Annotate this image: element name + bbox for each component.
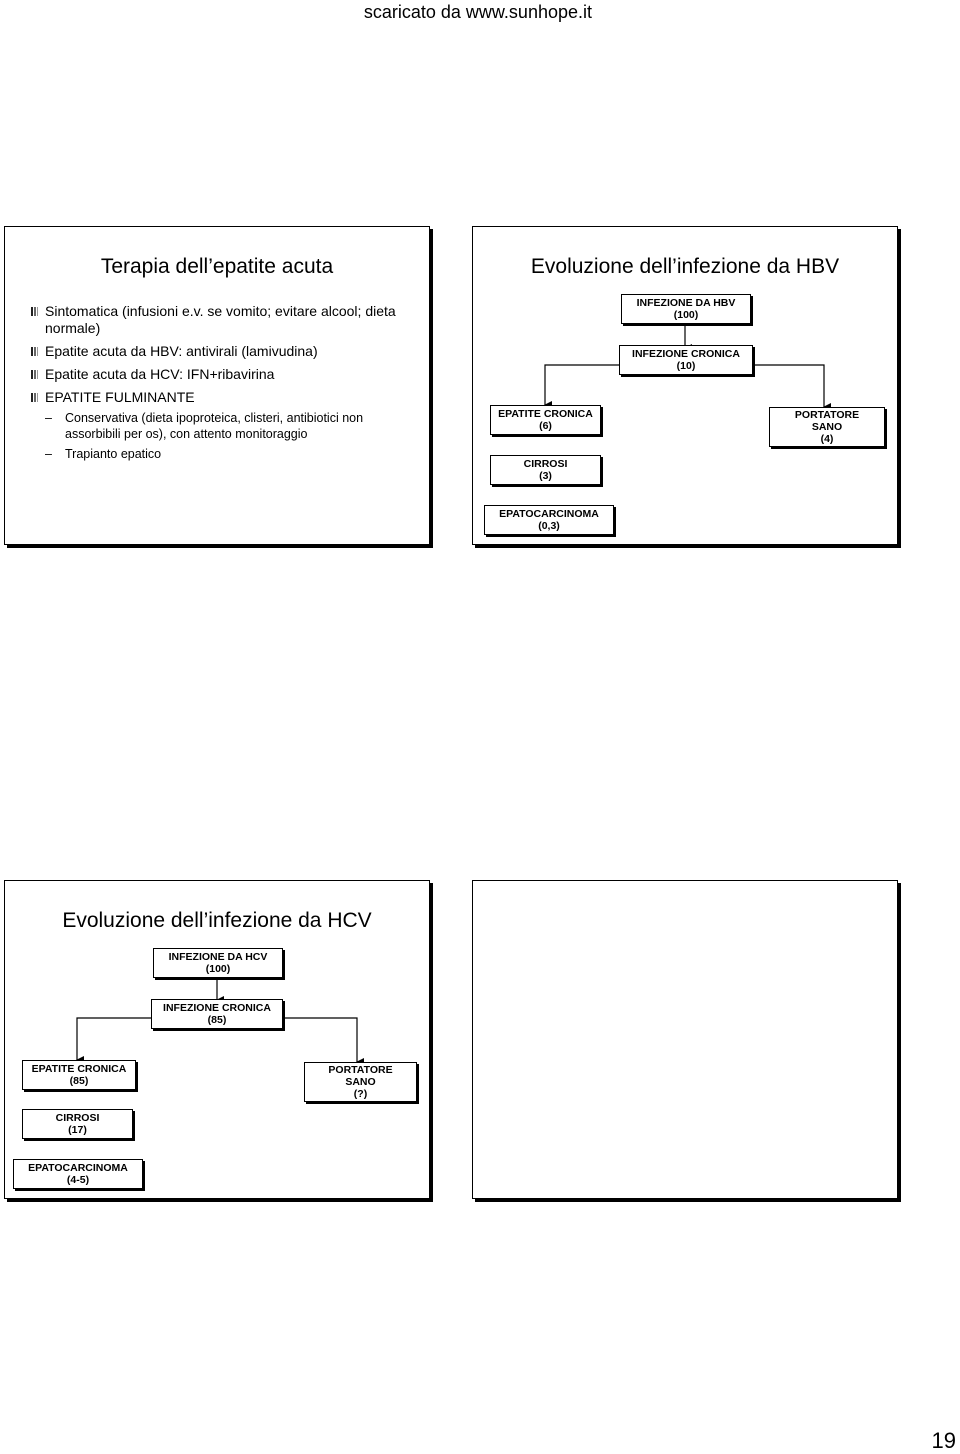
bullet-item: Epatite acuta da HCV: IFN+ribavirina bbox=[31, 366, 411, 383]
box-infezione-cronica: INFEZIONE CRONICA (10) bbox=[619, 345, 753, 375]
slide-title: Evoluzione dell’infezione da HBV bbox=[530, 255, 840, 278]
bullet-item: Sintomatica (infusioni e.v. se vomito; evitare alcool; dieta normale) bbox=[31, 303, 411, 337]
box-epatite-cronica: EPATITE CRONICA (6) bbox=[490, 405, 601, 435]
flow-connectors bbox=[473, 227, 897, 544]
dash-icon: – bbox=[45, 411, 52, 425]
bullet-item: Epatite acuta da HBV: antivirali (lamivudina) bbox=[31, 343, 411, 360]
slide-title: Terapia dell’epatite acuta bbox=[100, 255, 334, 278]
slide-evoluzione-hcv bbox=[4, 880, 430, 1199]
flow-connectors bbox=[5, 881, 429, 1198]
slide-terapia-epatite-acuta bbox=[4, 226, 430, 545]
box-infezione-cronica: INFEZIONE CRONICA (85) bbox=[151, 999, 283, 1029]
box-portatore-sano: PORTATORE SANO (4) bbox=[769, 407, 885, 447]
bullet-marker-icon bbox=[31, 393, 38, 402]
box-cirrosi: CIRROSI (17) bbox=[22, 1109, 133, 1139]
bullet-item: EPATITE FULMINANTE bbox=[31, 389, 411, 406]
bullet-list bbox=[31, 303, 411, 466]
box-infezione-hbv: INFEZIONE DA HBV (100) bbox=[621, 294, 751, 324]
slide-empty bbox=[472, 880, 898, 1199]
bullet-marker-icon bbox=[31, 370, 38, 379]
source-header: scaricato da www.sunhope.it bbox=[363, 2, 592, 22]
box-cirrosi: CIRROSI (3) bbox=[490, 455, 601, 485]
bullet-marker-icon bbox=[31, 347, 38, 356]
box-portatore-sano: PORTATORE SANO (?) bbox=[304, 1062, 417, 1102]
bullet-marker-icon bbox=[31, 307, 38, 316]
page-number: 19 bbox=[931, 1428, 956, 1453]
box-infezione-hcv: INFEZIONE DA HCV (100) bbox=[153, 948, 283, 978]
slide-evoluzione-hbv bbox=[472, 226, 898, 545]
box-epatocarcinoma: EPATOCARCINOMA (4-5) bbox=[13, 1159, 143, 1189]
dash-icon: – bbox=[45, 447, 52, 461]
box-epatocarcinoma: EPATOCARCINOMA (0,3) bbox=[484, 505, 614, 535]
box-epatite-cronica: EPATITE CRONICA (85) bbox=[22, 1060, 136, 1090]
sub-bullet-item: – Conservativa (dieta ipoproteica, clisteri, antibiotici non assorbibili per os), con attento monitoraggio bbox=[45, 411, 364, 441]
sub-bullet-item: – Trapianto epatico bbox=[45, 447, 162, 461]
slide-title: Evoluzione dell’infezione da HCV bbox=[62, 909, 372, 932]
